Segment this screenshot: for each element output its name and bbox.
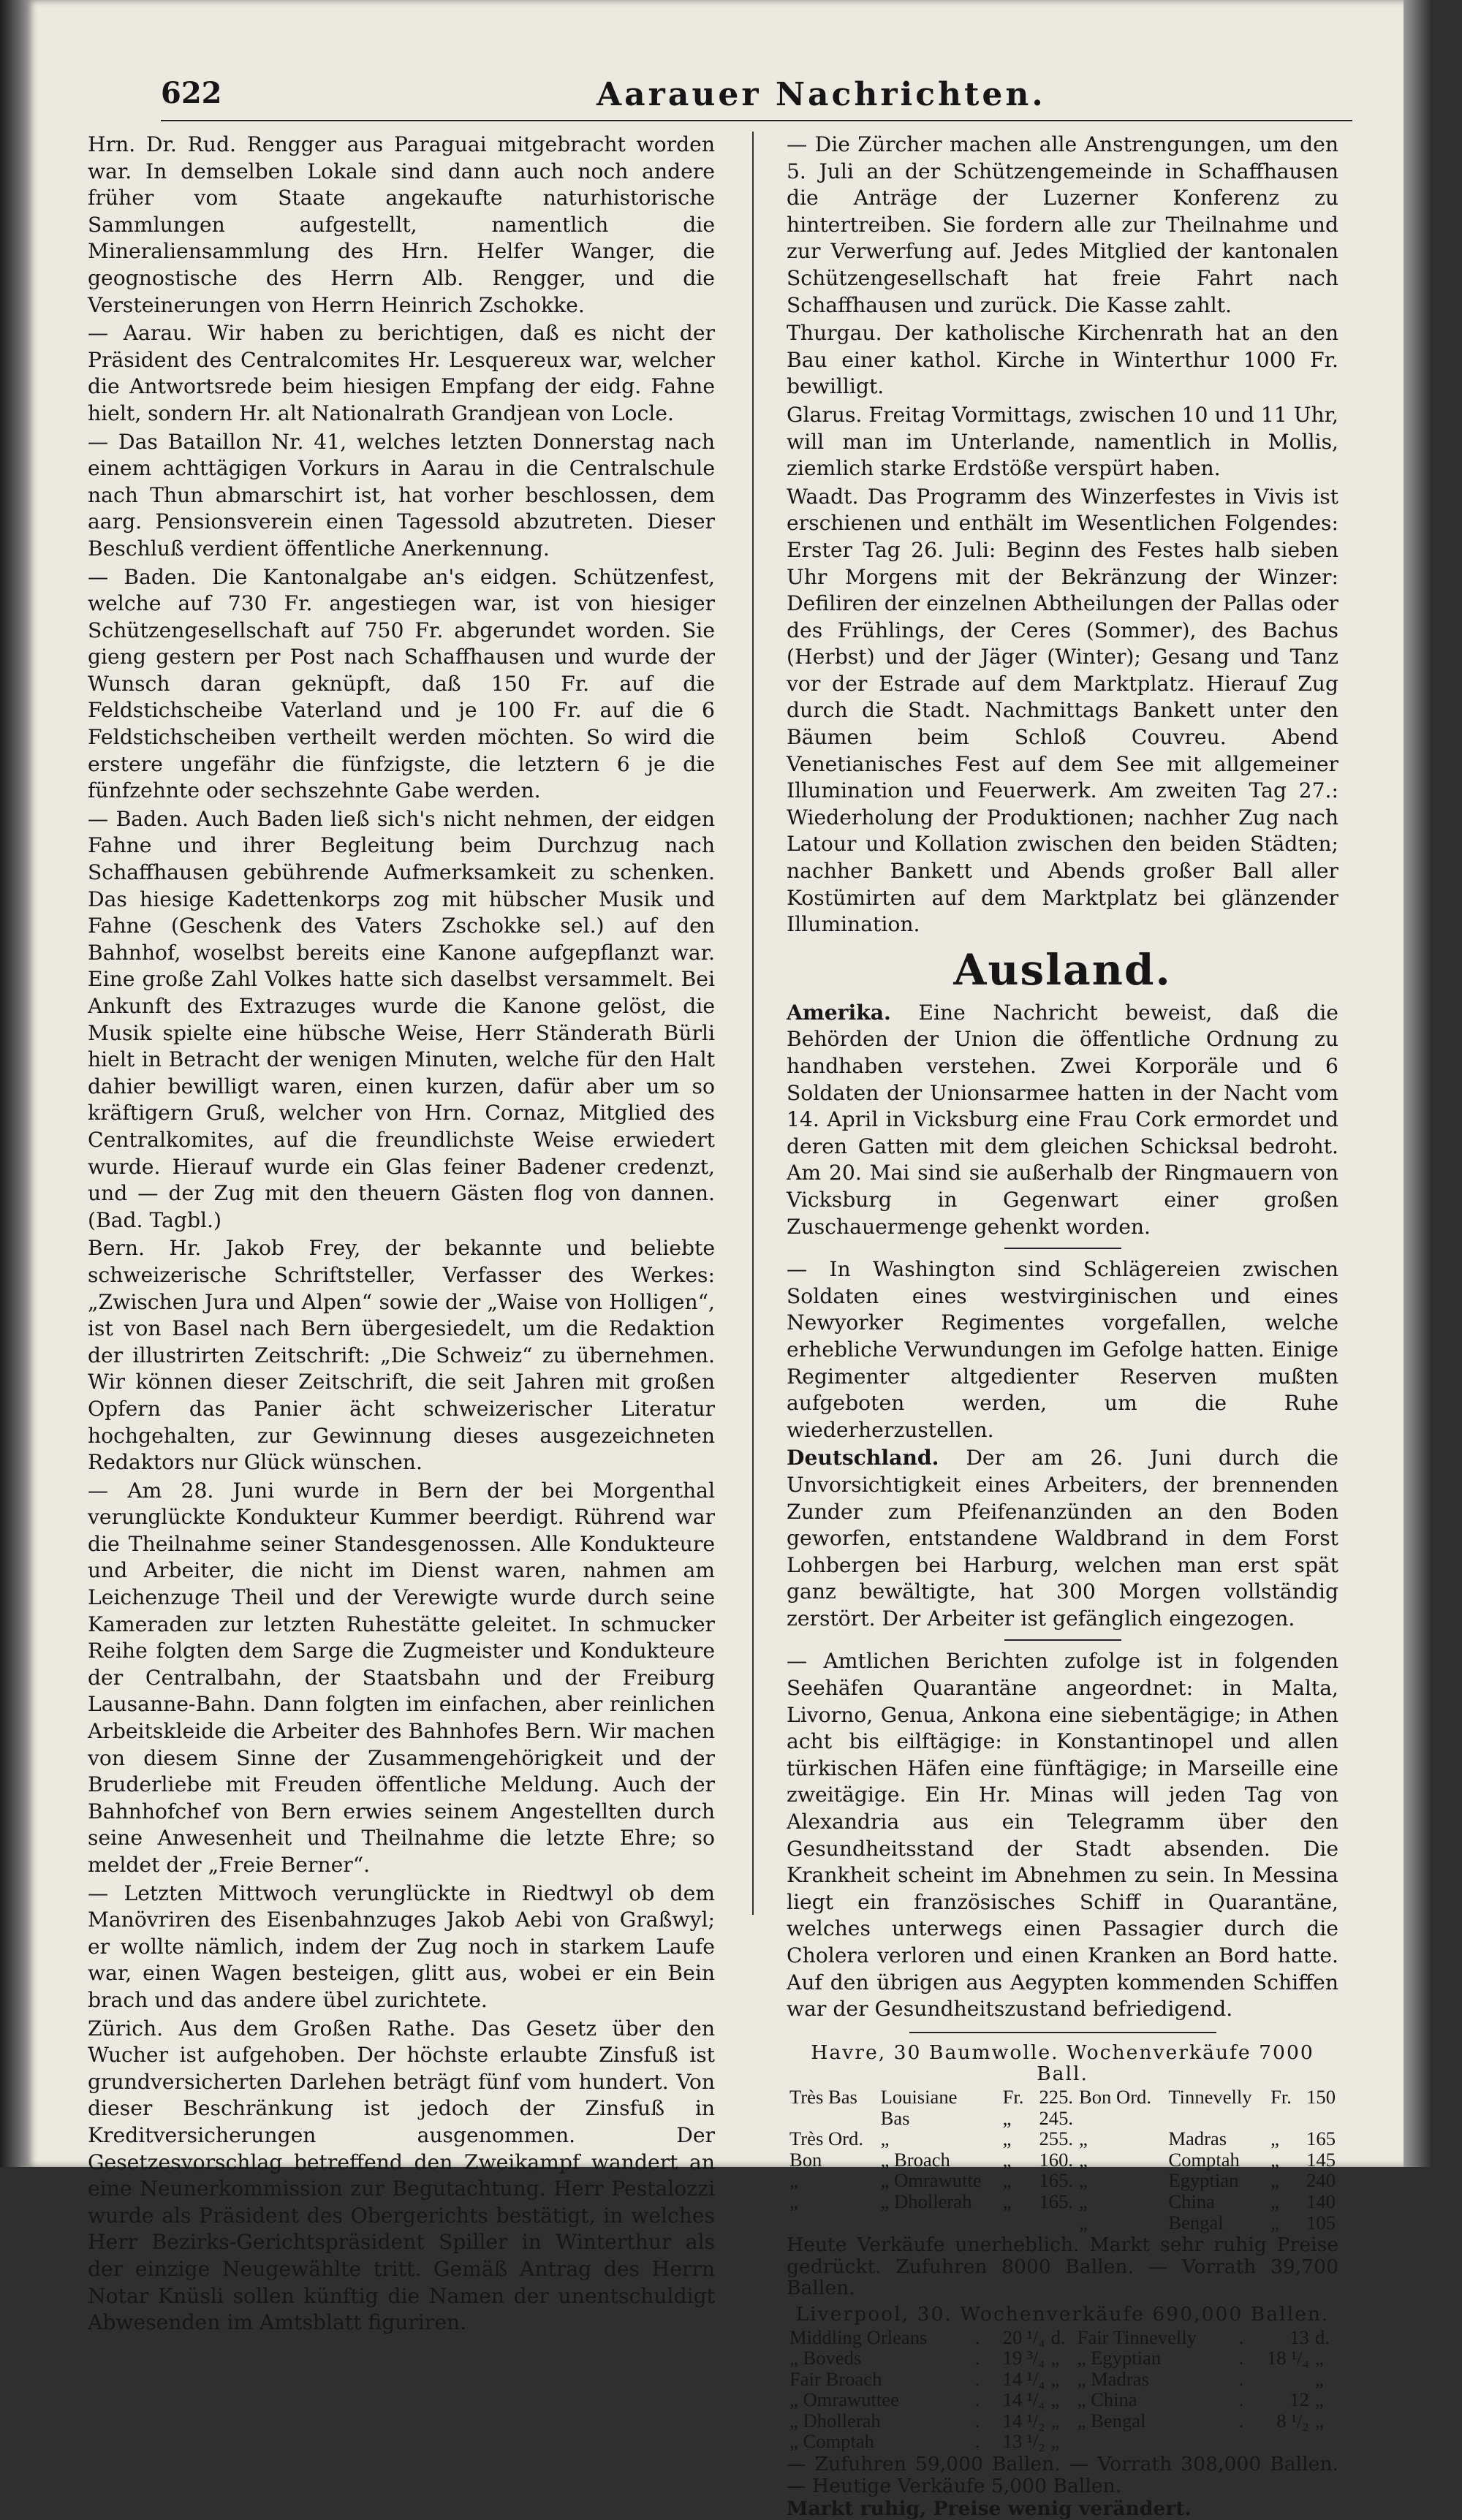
table-cell xyxy=(1165,2108,1268,2129)
table-cell xyxy=(878,2212,1000,2234)
table-cell: „ xyxy=(1314,2388,1324,2411)
article-paragraph: — Das Bataillon Nr. 41, welches letzten Donnerstag nach einem achttägigen Vorkurs in Aarau in die Centralschule nach Thun abmarschirt ist, hat vorher beschlossen, dem aarg. Pensionsverein einen Tagessold abzutreten. Dieser Beschluß verdient öffentliche Anerkennung. xyxy=(88,429,715,561)
table-cell: 13 xyxy=(1289,2326,1309,2348)
table-cell: „ xyxy=(880,2128,890,2150)
page-header xyxy=(26,76,1433,120)
section-heading-ausland: Ausland. xyxy=(953,944,1172,995)
market-report-liverpool xyxy=(787,2304,1338,2520)
table-cell: Bengal xyxy=(1168,2211,1224,2234)
table-row xyxy=(787,2327,1338,2348)
article-paragraph: Zürich. Aus dem Großen Rathe. Das Gesetz über den Wucher ist aufgehoben. Der höchste erlaubte Zinsfuß ist grundversicherten Darlehen beträgt fünf vom hundert. Von dieser Beschränkung ist jedoch der Zinsfuß in Kreditversicherungen ausgenommen. Der Gesetzesvorschlag betreffend den Zweikampf wandert an eine Neunerkommission zur Begutachtung. Herr Pestalozzi wurde als Präsident des Obergerichts bestätigt, in welches Herr Bezirks-Gerichtspräsident Spiller in Winterthur als der einzige Neugewählte tritt. Gemäß Antrag des Herrn Notar Knüsli sollen künftig die Namen der unentschuldigt Abwesenden im Amtsblatt figuriren. xyxy=(88,2016,715,2335)
table-cell: Madras xyxy=(1168,2128,1227,2150)
table-cell xyxy=(1298,2108,1338,2129)
table-cell: Fr. xyxy=(1270,2085,1292,2108)
table-cell: „ xyxy=(1270,2148,1279,2171)
table-cell: „ xyxy=(1002,2169,1012,2192)
news-item-text: — Amtlichen Berichten zufolge ist in folgenden Seehäfen Quarantäne angeordnet: in Malta, Livorno, Genua, Ankona eine siebentägige; in Athen acht bis eilftägige: in Konstantinopel und allen türkischen Häfen eine fünftägige; in Marseille eine zweitägige. Ein Hr. Minas will jeden Tag von Alexandria aus ein Telegramm über den Gesundheitsstand der Stadt absenden. Die Krankheit scheint im Abnehmen zu sein. In Messina liegt ein französisches Schiff in Quarantäne, welches unterwegs einen Passagier durch die Cholera verloren und einen Kranken an Bord hatte. Auf den übrigen aus Aegypten kommenden Schiffen war der Gesundheitszustand befriedigend. xyxy=(787,1649,1338,2022)
table-row xyxy=(787,2087,1338,2108)
table-row xyxy=(787,2431,1338,2452)
table-cell: 8 ¹/₂ xyxy=(1276,2409,1309,2432)
news-item-lead: Deutschland. xyxy=(787,1446,939,1470)
article-paragraph: Thurgau. Der katholische Kirchenrath hat an den Bau einer kathol. Kirche in Winterthur 1000 Fr. bewilligt. xyxy=(787,321,1338,399)
table-row xyxy=(787,2212,1338,2234)
news-item-text: Eine Nachricht beweist, daß die Behörden der Union die öffentliche Ordnung zu handhaben verstehen. Zwei Korporäle und 6 Soldaten der Unionsarmee hatten in der Nacht vom 14. April in Vicksburg eine Frau Cork ermordet und deren Gatten mit dem gleichen Schicksal bedroht. Am 20. Mai sind sie außerhalb der Ringmauern von Vicksburg in Gegenwart einer großen Zuschauermenge gehenkt worden. xyxy=(787,1000,1338,1239)
table-cell: 14 ¹/₄ xyxy=(1002,2388,1045,2411)
table-cell: „ xyxy=(1050,2409,1060,2432)
table-cell: 140 xyxy=(1306,2190,1336,2212)
table-cell: Bon xyxy=(789,2148,822,2171)
table-row xyxy=(787,2348,1338,2369)
article-paragraph: Waadt. Das Programm des Winzerfestes in Vivis ist erschienen und enthält im Wesentlichen Folgendes: Erster Tag 26. Juli: Beginn des Festes halb sieben Uhr Morgens mit der Bekränzung der Winzer: Defiliren der einzelnen Abtheilungen der Pallas oder des Frühlings, der Ceres (Sommer), des Bachus (Herbst) und der Jäger (Winter); Gesang und Tanz vor der Estrade auf dem Marktplatz. Hierauf Zug durch die Stadt. Nachmittags Bankett unter den Bäumen beim Schloß Couvreu. Abend Venetianisches Fest auf dem See mit allgemeiner Illumination und Feuerwerk. Am zweiten Tag 27.: Wiederholung der Produktionen; nachher Zug nach Latour und Kollation zwischen den beiden Städten; nachher Bankett und Abends großer Ball aller Kostümirten auf dem Marktplatz bei glänzender Illumination. xyxy=(787,484,1338,937)
market-report-havre xyxy=(787,2042,1338,2299)
news-item-text: Der am 26. Juni durch die Unvorsichtigkeit eines Arbeiters, der brennenden Zunder zum Pfeifenanzünden an den Boden geworfen, entstandene Waldbrand in dem Forst Lohbergen bei Harburg, welchen man erst spät ganz bewältigte, hat 300 Morgen vollständig zerstört. Der Arbeiter ist gefänglich eingezogen. xyxy=(787,1446,1338,1631)
right-column xyxy=(787,132,1338,2520)
table-cell: 150 xyxy=(1306,2085,1336,2108)
table-cell xyxy=(787,2108,878,2129)
article-paragraph: — Aarau. Wir haben zu berichtigen, daß es nicht der Präsident des Centralcomites Hr. Lesquereux war, welcher die Antwortsrede beim hiesigen Empfang der eidg. Fahne hielt, sondern Hr. alt Nationalrath Grandjean von Locle. xyxy=(88,321,715,425)
table-cell: „ Omrawutte xyxy=(880,2169,982,2192)
table-cell: „ xyxy=(1270,2169,1279,2192)
scan-right-edge xyxy=(1404,0,1433,2167)
news-item-amerika xyxy=(787,1000,1338,1240)
table-cell: 19 ³/₄ xyxy=(1002,2347,1045,2369)
table-cell: . xyxy=(974,2367,980,2390)
article-paragraph: — Baden. Die Kantonalgabe an's eidgen. Schützenfest, welche auf 730 Fr. angestiegen war, ist von hiesiger Schützengesellschaft auf 750 Fr. abgerundet worden. Sie gieng gestern per Post nach Schaffhausen und wurde der Wunsch daran geknüpft, daß 150 Fr. auf die Feldstichscheibe Vaterland und je 100 Fr. auf die 6 Feldstichscheiben vertheilt werden möchten. So wird die erstere ungefähr die fünfzigste, die letztern 6 je die fünfzehnte oder sechszehnte Gabe werden. xyxy=(88,564,715,803)
article-paragraph: Bern. Hr. Jakob Frey, der bekannte und beliebte schweizerische Schriftsteller, Verfasser des Werkes: „Zwischen Jura und Alpen“ sowie der „Waise von Holligen“, ist von Basel nach Bern übergesiedelt, um die Redaktion der illustrirten Zeitschrift: „Die Schweiz“ zu übernehmen. Wir können dieser Zeitschrift, die seit Jahren mit großen Opfern das Panier ächt schweizerischer Literatur hochgehalten, zur Gewinnung dieses ausgezeichneten Redaktors nur Glück wünschen. xyxy=(88,1236,715,1475)
table-cell: 255. xyxy=(1039,2128,1074,2150)
table-cell: „ xyxy=(1050,2347,1060,2369)
table-cell: „ xyxy=(1002,2128,1012,2150)
table-cell: 13 ¹/₂ xyxy=(1002,2430,1045,2453)
table-cell: . xyxy=(974,2409,980,2432)
running-title: Aarauer Nachrichten. xyxy=(596,76,1046,113)
table-row xyxy=(787,2108,1338,2129)
article-paragraph: — Am 28. Juni wurde in Bern der bei Morgenthal verunglückte Kondukteur Kummer beerdigt. Rührend war die Theilnahme seiner Standesgenossen. Alle Kondukteure und Arbeiter, die nicht im Dienst waren, nahmen am Leichenzuge Theil und der Verewigte wurde durch seine Kameraden zur letzten Ruhestätte geleitet. In schmucker Reihe folgten dem Sarge die Zugmeister und Kondukteure der Centralbahn, der Staatsbahn und der Freiburg Lausanne-Bahn. Dann folgten im einfachen, aber reinlichen Arbeitskleide die Arbeiter des Bahnhofes Bern. Wir machen von diesem Sinne der Zusammengehörigkeit und der Bruderliebe mit Freuden öffentliche Meldung. Auch der Bahnhofchef von Bern erwies seinem Angestellten durch seine Anwesenheit und Theilnahme die letzte Ehre; so meldet der „Freie Berner“. xyxy=(88,1478,715,1877)
table-cell: . xyxy=(1238,2347,1244,2369)
table-cell: 18 ¹/₄ xyxy=(1266,2347,1309,2369)
page-number: 622 xyxy=(161,76,222,110)
table-cell: „ xyxy=(789,2190,798,2212)
table-cell: China xyxy=(1168,2190,1215,2212)
separator-rule xyxy=(1004,1639,1121,1641)
article-paragraph: Hrn. Dr. Rud. Rengger aus Paraguai mitgebracht worden war. In demselben Lokale sind dann auch noch andere früher vom Staate angekaufte naturhistorische Sammlungen aufgestellt, namentlich die Mineraliensammlung des Hrn. Helfer Wanger, die geognostische des Herrn Alb. Rengger, und die Versteinerungen von Herrn Heinrich Zschokke. xyxy=(88,132,715,317)
left-column xyxy=(88,132,715,2335)
table-cell: 145 xyxy=(1306,2148,1336,2171)
table-cell: „ Egyptian xyxy=(1077,2347,1162,2369)
table-cell: „ xyxy=(1079,2169,1088,2192)
table-cell: „ xyxy=(1050,2367,1060,2390)
table-cell: Fr. xyxy=(1002,2085,1024,2108)
market-header: Liverpool, 30. Wochenverkäufe 690,000 Ballen. xyxy=(795,2302,1330,2326)
table-cell xyxy=(1031,2212,1076,2234)
table-cell xyxy=(1076,2108,1165,2129)
table-cell: . xyxy=(1238,2388,1244,2411)
scan-binding-edge xyxy=(0,0,26,2167)
table-cell: d. xyxy=(1050,2326,1066,2348)
table-cell: Middling Orleans xyxy=(789,2326,928,2348)
table-row xyxy=(787,2191,1338,2212)
table-row xyxy=(787,2410,1338,2432)
table-cell: „ xyxy=(1002,2148,1012,2171)
market-header: Havre, 30 Baumwolle. Wochenverkäufe 7000 Ball. xyxy=(811,2041,1314,2086)
news-item-washington xyxy=(787,1256,1338,1443)
table-cell: . xyxy=(974,2347,980,2369)
table-cell xyxy=(787,2212,878,2234)
table-cell: „ xyxy=(1314,2367,1324,2390)
table-cell: . xyxy=(974,2430,980,2453)
table-cell: Fair Tinnevelly xyxy=(1077,2326,1197,2348)
table-cell: Fair Broach xyxy=(789,2367,882,2390)
table-cell: 240 xyxy=(1306,2169,1336,2192)
table-cell: „ Omrawuttee xyxy=(789,2388,899,2411)
table-cell xyxy=(1250,2369,1312,2390)
table-cell: . xyxy=(1238,2326,1244,2348)
article-paragraph: — Letzten Mittwoch verunglückte in Riedtwyl ob dem Manövriren des Eisenbahnzuges Jakob Aebi von Graßwyl; er wollte nämlich, indem der Zug noch in starkem Laufe war, einen Wagen besteigen, glitt aus, wobei er ein Bein brach und das andere übel zurichtete. xyxy=(88,1880,715,2012)
table-cell xyxy=(1236,2431,1250,2452)
table-cell: . xyxy=(974,2388,980,2411)
table-cell: . xyxy=(1238,2367,1244,2390)
table-cell: „ xyxy=(1079,2128,1088,2150)
market-footer: Heute Verkäufe unerheblich. Markt sehr ruhig Preise gedrückt. Zufuhren 8000 Ballen. — Vorrath 39,700 Ballen. xyxy=(787,2234,1338,2300)
table-cell xyxy=(1000,2212,1031,2234)
table-cell: Egyptian xyxy=(1168,2169,1239,2192)
table-cell: 12 xyxy=(1289,2388,1309,2411)
table-cell: „ xyxy=(1314,2409,1324,2432)
header-rule xyxy=(161,120,1352,121)
price-table-havre xyxy=(787,2087,1338,2233)
table-cell: 165. xyxy=(1039,2190,1074,2212)
table-cell: Bas xyxy=(880,2106,910,2129)
table-cell: d. xyxy=(1314,2326,1330,2348)
table-cell xyxy=(1312,2431,1338,2452)
table-cell: „ Boveds xyxy=(789,2347,862,2369)
table-cell: 105 xyxy=(1306,2211,1336,2234)
table-row xyxy=(787,2128,1338,2149)
table-cell: „ Madras xyxy=(1077,2367,1149,2390)
table-row xyxy=(787,2369,1338,2390)
news-item-lead: Amerika. xyxy=(787,1000,891,1025)
table-cell: 165. xyxy=(1039,2169,1074,2192)
table-cell: „ xyxy=(1270,2128,1279,2150)
table-row xyxy=(787,2149,1338,2171)
table-cell xyxy=(1075,2431,1236,2452)
table-cell: „ xyxy=(1079,2190,1088,2212)
table-cell: 225. xyxy=(1039,2085,1074,2108)
table-cell: „ xyxy=(1314,2347,1324,2369)
table-cell: Très Bas xyxy=(789,2085,857,2108)
table-cell: Louisiane xyxy=(880,2085,958,2108)
table-cell: „ Comptah xyxy=(789,2430,874,2453)
table-cell: „ xyxy=(1270,2190,1279,2212)
table-cell: „ xyxy=(1002,2106,1012,2129)
table-cell: „ xyxy=(1270,2211,1279,2234)
table-cell: „ xyxy=(1050,2430,1060,2453)
table-cell: „ Dhollerah xyxy=(880,2190,972,2212)
table-cell: „ xyxy=(1050,2388,1060,2411)
table-cell: 14 ¹/₄ xyxy=(1002,2367,1045,2390)
article-paragraph: Glarus. Freitag Vormittags, zwischen 10 und 11 Uhr, will man im Unterlande, namentlich in Mollis, ziemlich starke Erdstöße verspürt haben. xyxy=(787,402,1338,481)
table-cell: „ Dhollerah xyxy=(789,2409,881,2432)
table-cell: „ xyxy=(789,2169,798,2192)
article-paragraph: — Baden. Auch Baden ließ sich's nicht nehmen, der eidgen Fahne und ihrer Begleitung beim Durchzug nach Schaffhausen gebührende Aufmerksamkeit zu schenken. Das hiesige Kadettenkorps zog mit hübscher Musik und Fahne (Geschenk des Vaters Zschokke sel.) auf den Bahnhof, woselbst bereits eine Kanone aufgepflanzt war. Eine große Zahl Volkes hatte sich daselbst versammelt. Bei Ankunft des Extrazuges wurde die Kanone gelöst, die Musik spielte eine hübsche Weise, Herr Ständerath Bürli hielt in Betracht der wenigen Minuten, welche für den Halt dahier bewilligt waren, einen kurzen, dafür aber um so kräftigern Gruß, welcher von Hrn. Cornaz, Mitglied des Centralkomites, auf die freundlichste Weise erwiedert wurde. Hierauf wurde ein Glas feiner Badener credenzt, und — der Zug mit den theuern Gästen flog von dannen. (Bad. Tagbl.) xyxy=(88,806,715,1232)
table-cell: 20 ¹/₄ xyxy=(1002,2326,1045,2348)
table-cell: „ xyxy=(1002,2190,1012,2212)
separator-rule xyxy=(1004,1248,1121,1249)
table-cell: 14 ¹/₂ xyxy=(1002,2409,1045,2432)
table-cell: 165 xyxy=(1306,2128,1336,2150)
market-footer: — Zufuhren 59,000 Ballen. — Vorrath 308,000 Ballen. — Heutige Verkäufe 5,000 Ballen. xyxy=(787,2453,1338,2497)
separator-rule xyxy=(909,2032,1216,2033)
news-item-quarantaene xyxy=(787,1648,1338,2022)
table-cell: Tinnevelly xyxy=(1168,2085,1252,2108)
table-cell: 245. xyxy=(1039,2106,1074,2129)
table-cell: „ Bengal xyxy=(1077,2409,1146,2432)
table-cell: Comptah xyxy=(1168,2148,1240,2171)
article-paragraph: — Die Zürcher machen alle Anstrengungen, um den 5. Juli an der Schützengemeinde in Schaffhausen die Anträge der Luzerner Konferenz zu hintertreiben. Sie fordern alle zur Theilnahme und zur Verwerfung auf. Jedes Mitglied der kantonalen Schützengesellschaft hat freie Fahrt nach Schaffhausen und zurück. Die Kasse zahlt. xyxy=(787,132,1338,317)
table-cell: „ China xyxy=(1077,2388,1137,2411)
table-cell: 160. xyxy=(1039,2148,1074,2171)
price-table-liverpool xyxy=(787,2327,1338,2453)
table-row xyxy=(787,2170,1338,2191)
table-cell: . xyxy=(974,2326,980,2348)
table-cell: Bon Ord. xyxy=(1079,2085,1152,2108)
table-cell: . xyxy=(1238,2409,1244,2432)
table-row xyxy=(787,2389,1338,2410)
newspaper-page xyxy=(26,0,1433,2520)
table-cell: Très Ord. xyxy=(789,2128,863,2150)
news-item-deutschland xyxy=(787,1445,1338,1632)
market-footer-note: Markt ruhig, Preise wenig verändert. xyxy=(787,2497,1192,2520)
table-cell xyxy=(1268,2108,1298,2129)
table-cell: „ Broach xyxy=(880,2148,950,2171)
news-item-text: — In Washington sind Schlägereien zwischen Soldaten eines westvirginischen und eines Newyorker Regimentes vorgefallen, welche erhebliche Verwundungen im Gefolge hatten. Einige Regimenter altgedienter Reserven mußten aufgeboten werden, um die Ruhe wiederherzustellen. xyxy=(787,1257,1338,1442)
table-cell: „ xyxy=(1079,2148,1088,2171)
table-cell xyxy=(1250,2431,1312,2452)
table-cell: „ xyxy=(1079,2211,1088,2234)
column-divider xyxy=(752,132,754,1915)
